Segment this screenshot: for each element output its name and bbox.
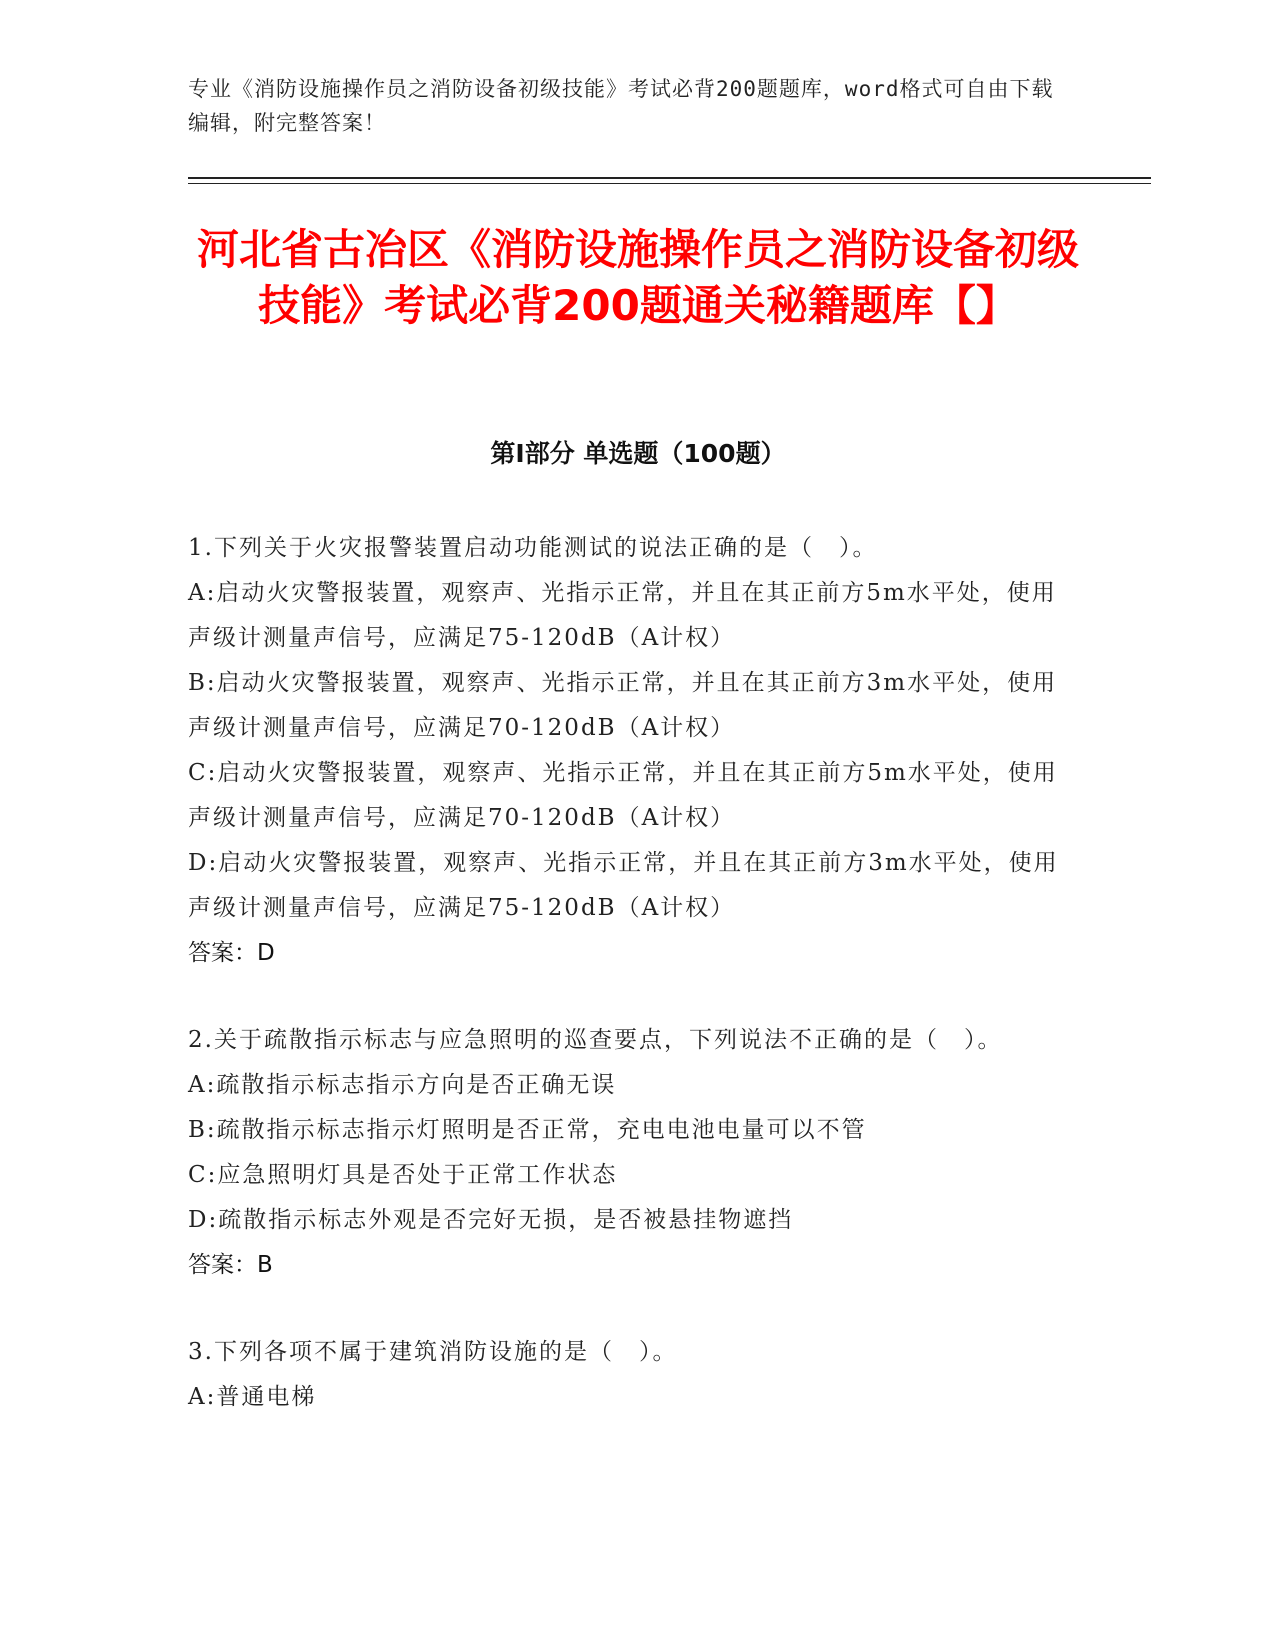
question-1 xyxy=(188,526,1068,976)
question-stem: 1.下列关于火灾报警装置启动功能测试的说法正确的是（ ）。 xyxy=(188,535,878,561)
question-3 xyxy=(188,1330,1068,1420)
section-title: 第I部分 单选题（100题） xyxy=(490,439,786,468)
answer: 答案：D xyxy=(188,940,275,966)
option-a: A:启动火灾警报装置，观察声、光指示正常，并且在其正前方5m水平处，使用声级计测量声信号，应满足75-120dB（A计权） xyxy=(188,580,1057,651)
document-title: 河北省古冶区《消防设施操作员之消防设备初级技能》考试必背200题通关秘籍题库【】 xyxy=(196,225,1079,330)
header-divider-thick xyxy=(188,177,1151,179)
option-c: C:应急照明灯具是否处于正常工作状态 xyxy=(188,1162,618,1188)
option-a: A:普通电梯 xyxy=(188,1384,317,1410)
header-note: 专业《消防设施操作员之消防设备初级技能》考试必背200题题库，word格式可自由下载编辑，附完整答案！ xyxy=(188,77,1054,135)
question-list xyxy=(188,526,1068,1462)
question-stem: 3.下列各项不属于建筑消防设施的是（ ）。 xyxy=(188,1339,678,1365)
option-d: D:启动火灾警报装置，观察声、光指示正常，并且在其正前方3m水平处，使用声级计测量声信号，应满足75-120dB（A计权） xyxy=(188,850,1059,921)
question-2 xyxy=(188,1018,1068,1288)
option-b: B:疏散指示标志指示灯照明是否正常，充电电池电量可以不管 xyxy=(188,1117,867,1143)
option-a: A:疏散指示标志指示方向是否正确无误 xyxy=(188,1072,617,1098)
header-divider-thin xyxy=(188,183,1151,184)
option-b: B:启动火灾警报装置，观察声、光指示正常，并且在其正前方3m水平处，使用声级计测量声信号，应满足70-120dB（A计权） xyxy=(188,670,1058,741)
option-d: D:疏散指示标志外观是否完好无损，是否被悬挂物遮挡 xyxy=(188,1207,794,1233)
question-stem: 2.关于疏散指示标志与应急照明的巡查要点，下列说法不正确的是（ ）。 xyxy=(188,1027,1003,1053)
answer: 答案：B xyxy=(188,1252,273,1278)
option-c: C:启动火灾警报装置，观察声、光指示正常，并且在其正前方5m水平处，使用声级计测量声信号，应满足70-120dB（A计权） xyxy=(188,760,1058,831)
